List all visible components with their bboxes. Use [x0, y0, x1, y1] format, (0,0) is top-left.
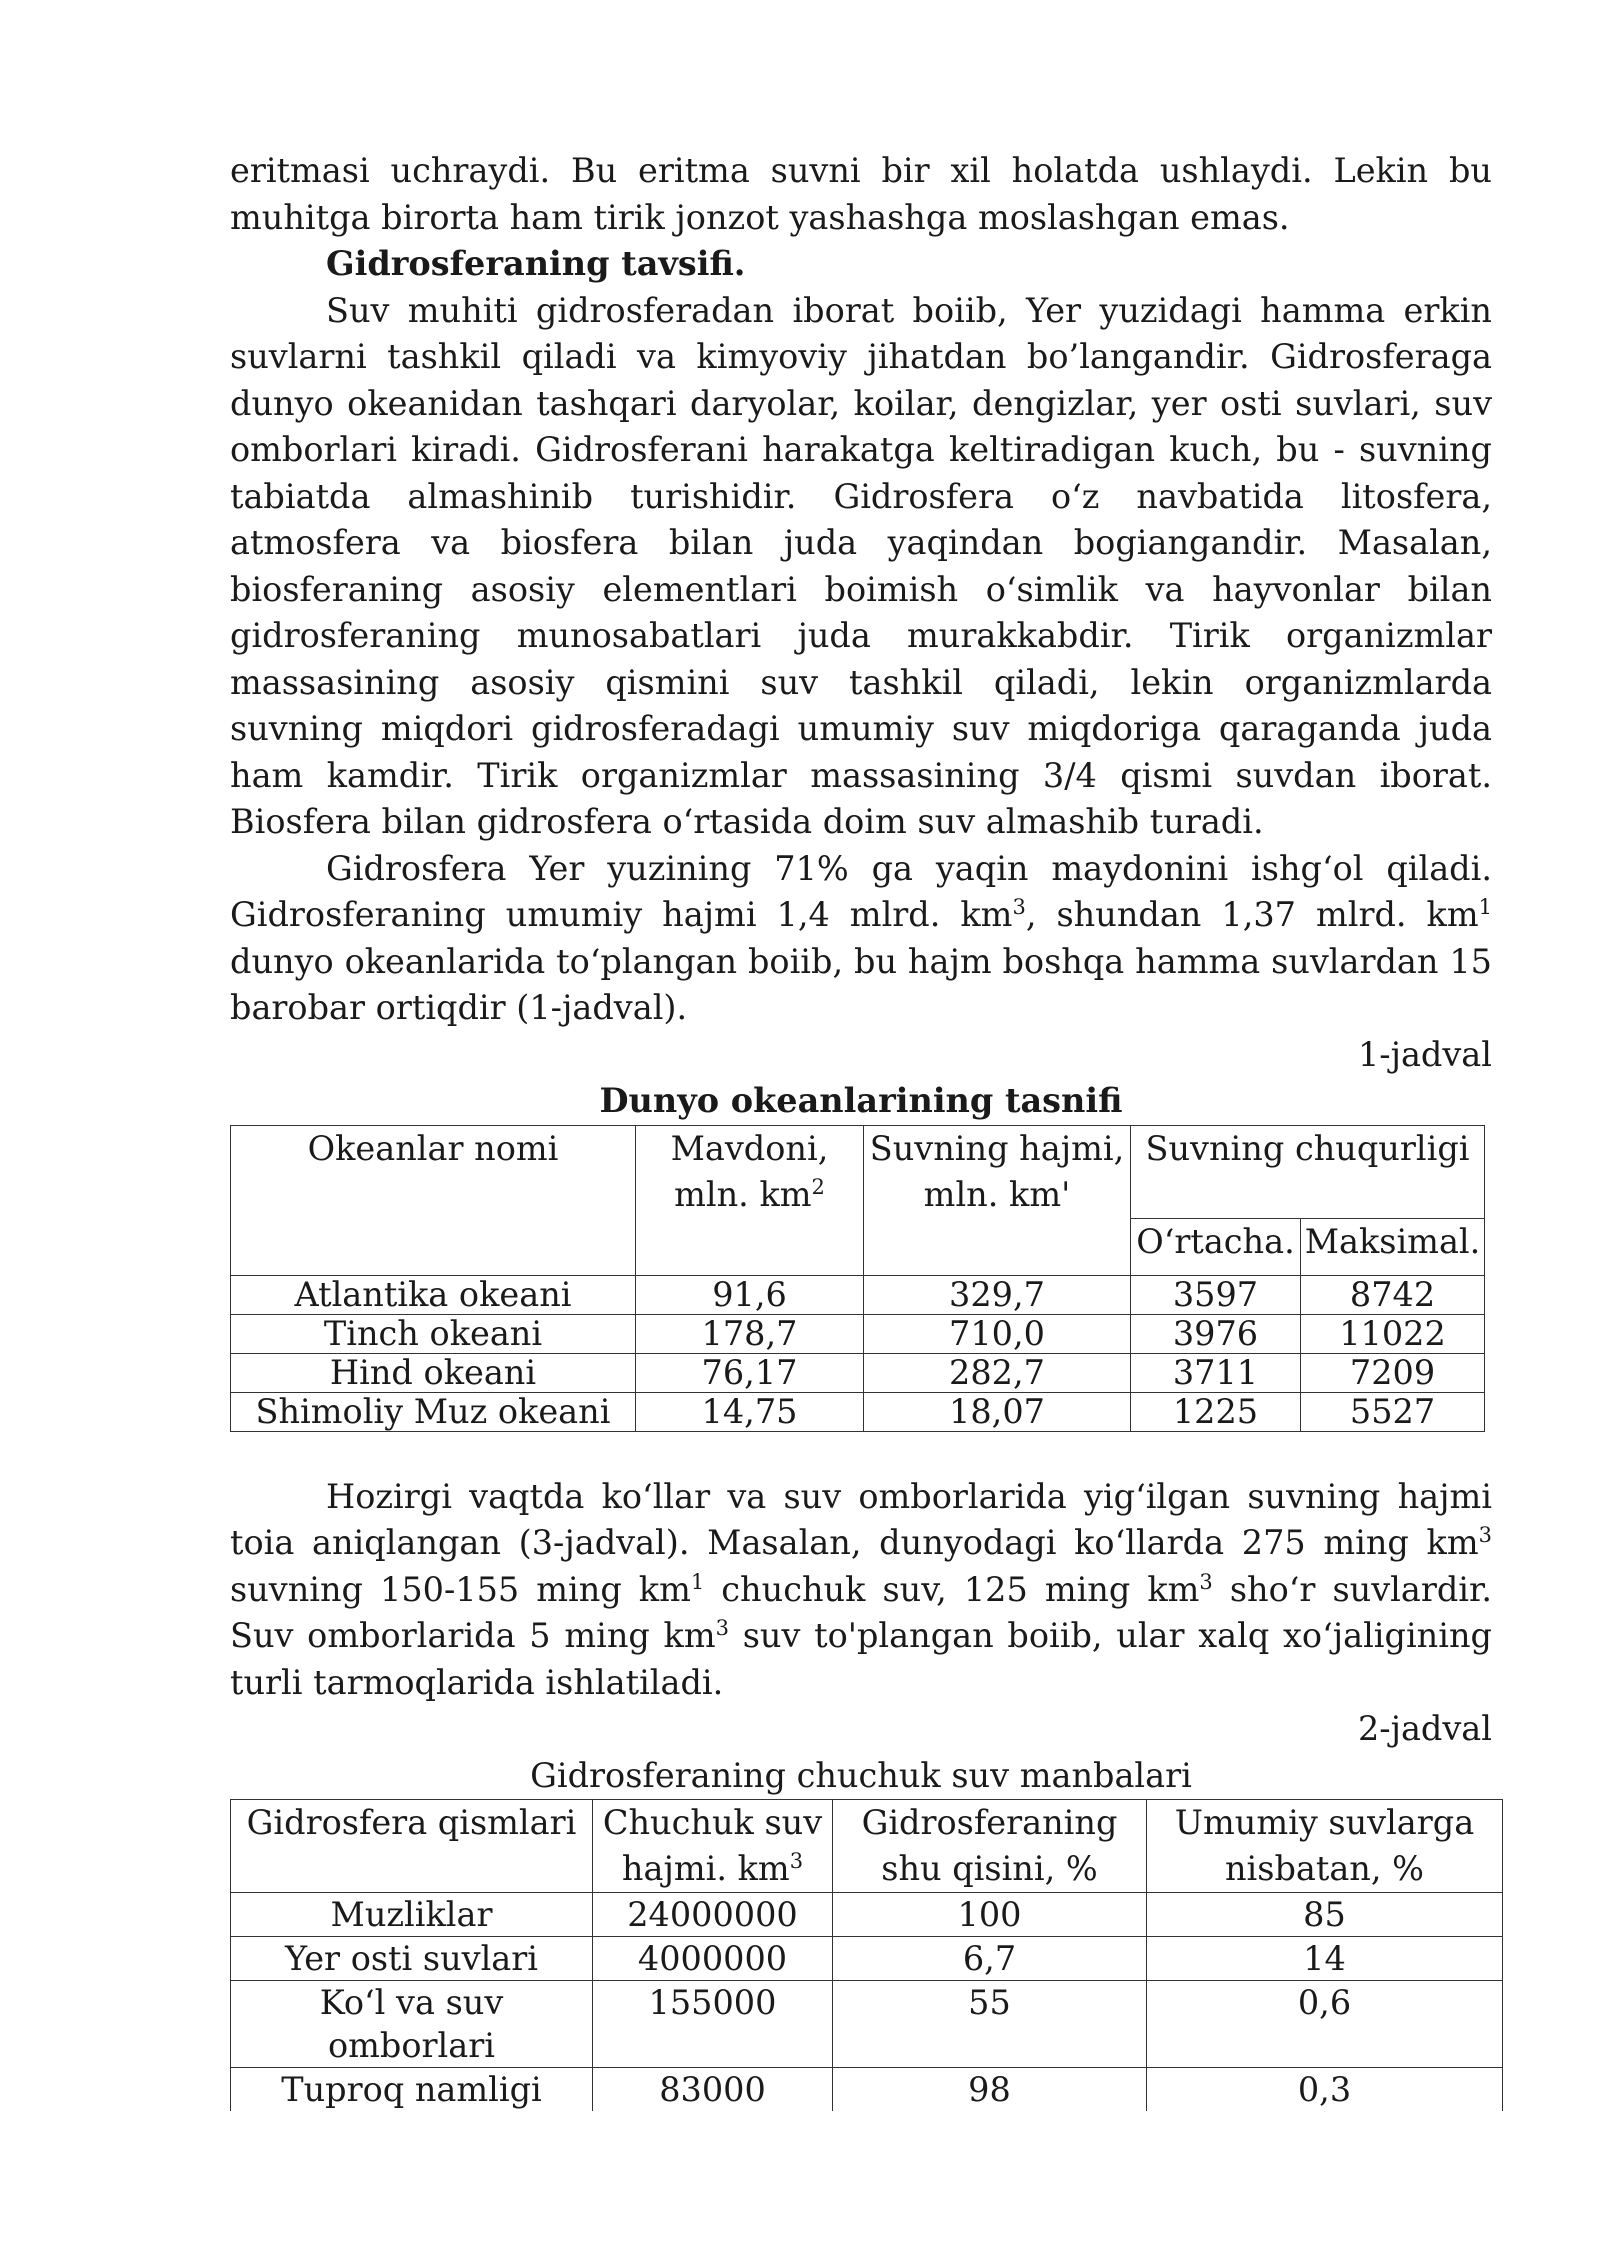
header-area — [636, 1125, 864, 1275]
header-fresh-volume — [593, 1800, 833, 1893]
cell-total: 85 — [1147, 1893, 1503, 1937]
cell-total: 0,3 — [1147, 2068, 1503, 2112]
paragraph-lakes — [230, 1474, 1492, 1707]
paragraph-hydrosphere: Suv muhiti gidrosferadan iborat boiib, Yer yuzidagi hamma erkin suvlarni tashkil qiladi va kimyoviy jihatdan bo’langandir. Gidrosferaga dunyo okeanidan tashqari daryolar, koilar, dengizlar, yer osti suvlari, suv omborlari kiradi. Gidrosferani harakatga keltiradigan kuch, bu - suvning tabiatda almashinib turishidir. Gidrosfera o‘z navbatida litosfera, atmosfera va biosfera bilan juda yaqindan bogiangandir. Masalan, biosferaning asosiy elementlari boimish o‘simlik va hayvonlar bilan gidrosferaning munosabatlari juda murakkabdir. Tirik organizmlar massasining asosiy qismini suv tashkil qiladi, lekin organizmlarda suvning miqdori gidrosferadagi umumiy suv miqdoriga qaraganda juda ham kamdir. Tirik organizmlar massasining 3/4 qismi suvdan iborat. Biosfera bilan gidrosfera o‘rtasida doim suv almashib turadi. — [230, 290, 1492, 841]
text-span: dunyo okeanlarida to‘plangan boiib, bu hajm boshqa hamma suvlardan 15 barobar ortiqdir (1-jadval). — [230, 941, 1492, 1027]
cell-part: Tuproq namligi — [231, 2068, 593, 2112]
header-depth-max: Maksimal. — [1301, 1218, 1485, 1275]
header-text: Chuchuk suv hajmi. km — [602, 1803, 823, 1888]
cell-share: 6,7 — [833, 1937, 1147, 1981]
cell-share: 55 — [833, 1981, 1147, 2068]
cell-area: 76,17 — [636, 1353, 864, 1392]
cell-avg: 3711 — [1131, 1353, 1301, 1392]
superscript: 3 — [1478, 1522, 1492, 1547]
cell-area: 91,6 — [636, 1275, 864, 1314]
source-row — [231, 1893, 1503, 1937]
header-text: Mavdoni, mln. km — [670, 1128, 829, 1214]
cell-name: Tinch okeani — [231, 1314, 636, 1353]
cell-max: 11022 — [1301, 1314, 1485, 1353]
cell-share: 98 — [833, 2068, 1147, 2112]
ocean-row — [231, 1353, 1485, 1392]
header-part: Gidrosfera qismlari — [231, 1800, 593, 1893]
cell-volume: 282,7 — [864, 1353, 1131, 1392]
cell-total: 14 — [1147, 1937, 1503, 1981]
oceans-table — [230, 1125, 1485, 1432]
cell-volume: 4000000 — [593, 1937, 833, 1981]
paragraph-volume — [230, 846, 1492, 1032]
cell-share: 100 — [833, 1893, 1147, 1937]
cell-volume: 329,7 — [864, 1275, 1131, 1314]
text-span: , shundan 1,37 mlrd. km — [1025, 895, 1479, 934]
header-ocean-name: Okeanlar nomi — [231, 1125, 636, 1275]
superscript: 3 — [789, 1848, 804, 1873]
cell-max: 8742 — [1301, 1275, 1485, 1314]
freshwater-table — [230, 1799, 1503, 2111]
cell-volume: 18,07 — [864, 1392, 1131, 1431]
superscript: 3 — [1012, 894, 1026, 919]
text-span: suvning 150-155 ming km — [230, 1569, 691, 1609]
cell-avg: 3597 — [1131, 1275, 1301, 1314]
cell-part: Ko‘l va suv omborlari — [231, 1981, 593, 2068]
document-page — [230, 148, 1492, 2111]
cell-volume: 710,0 — [864, 1314, 1131, 1353]
source-row — [231, 1981, 1503, 2068]
paragraph-intro: eritmasi uchraydi. Bu eritma suvni bir xil holatda ushlaydi. Lekin bu muhitga birorta ham tirik jonzot yashashga moslashgan emas. — [230, 151, 1492, 237]
superscript: 1 — [1478, 894, 1492, 919]
table2-label: 2-jadval — [1357, 1709, 1492, 1748]
header-depth: Suvning chuqurligi — [1131, 1125, 1485, 1218]
cell-volume: 83000 — [593, 2068, 833, 2112]
text-span: suv to'plangan boiib, ular xalq xo‘jaligining turli tarmoqlarida ishlatiladi. — [230, 1616, 1492, 1702]
header-share: Gidrosferaning shu qisini, % — [833, 1800, 1147, 1893]
table1-title: Dunyo okeanlarining tasnifi — [599, 1081, 1123, 1120]
cell-area: 178,7 — [636, 1314, 864, 1353]
ocean-row — [231, 1275, 1485, 1314]
table1-label: 1-jadval — [1357, 1034, 1492, 1074]
cell-max: 5527 — [1301, 1392, 1485, 1431]
cell-name: Atlantika okeani — [231, 1275, 636, 1314]
text-span: Hozirgi vaqtda ko‘llar va suv omborlarida yig‘ilgan suvning hajmi toia aniqlangan (3-jadval). Masalan, dunyodagi ko‘llarda 275 ming km — [230, 1476, 1492, 1562]
cell-avg: 1225 — [1131, 1392, 1301, 1431]
text-span: sho‘r suvlardir. Suv omborlarida 5 ming km — [230, 1569, 1492, 1655]
section-heading: Gidrosferaning tavsifi. — [326, 244, 746, 283]
superscript: 3 — [1199, 1569, 1213, 1594]
text-span: chuchuk suv, 125 ming km — [704, 1569, 1200, 1609]
cell-max: 7209 — [1301, 1353, 1485, 1392]
cell-name: Hind okeani — [231, 1353, 636, 1392]
cell-volume: 24000000 — [593, 1893, 833, 1937]
cell-part: Muzliklar — [231, 1893, 593, 1937]
ocean-row — [231, 1392, 1485, 1431]
superscript: 2 — [811, 1174, 825, 1199]
cell-name: Shimoliy Muz okeani — [231, 1392, 636, 1431]
cell-part: Yer osti suvlari — [231, 1937, 593, 1981]
header-depth-average: O‘rtacha. — [1131, 1218, 1301, 1275]
ocean-row — [231, 1314, 1485, 1353]
cell-volume: 155000 — [593, 1981, 833, 2068]
header-total: Umumiy suvlarga nisbatan, % — [1147, 1800, 1503, 1893]
cell-avg: 3976 — [1131, 1314, 1301, 1353]
text-span: Gidrosfera Yer yuzining 71% ga yaqin maydonini ishg‘ol qiladi. Gidrosferaning umumiy hajmi 1,4 mlrd. km — [230, 848, 1492, 934]
table2-title: Gidrosferaning chuchuk suv manbalari — [530, 1755, 1192, 1795]
header-volume: Suvning hajmi, mln. km' — [864, 1125, 1131, 1275]
source-row — [231, 2068, 1503, 2112]
cell-area: 14,75 — [636, 1392, 864, 1431]
cell-total: 0,6 — [1147, 1981, 1503, 2068]
superscript: 3 — [715, 1615, 729, 1640]
superscript: 1 — [690, 1569, 705, 1594]
source-row — [231, 1937, 1503, 1981]
